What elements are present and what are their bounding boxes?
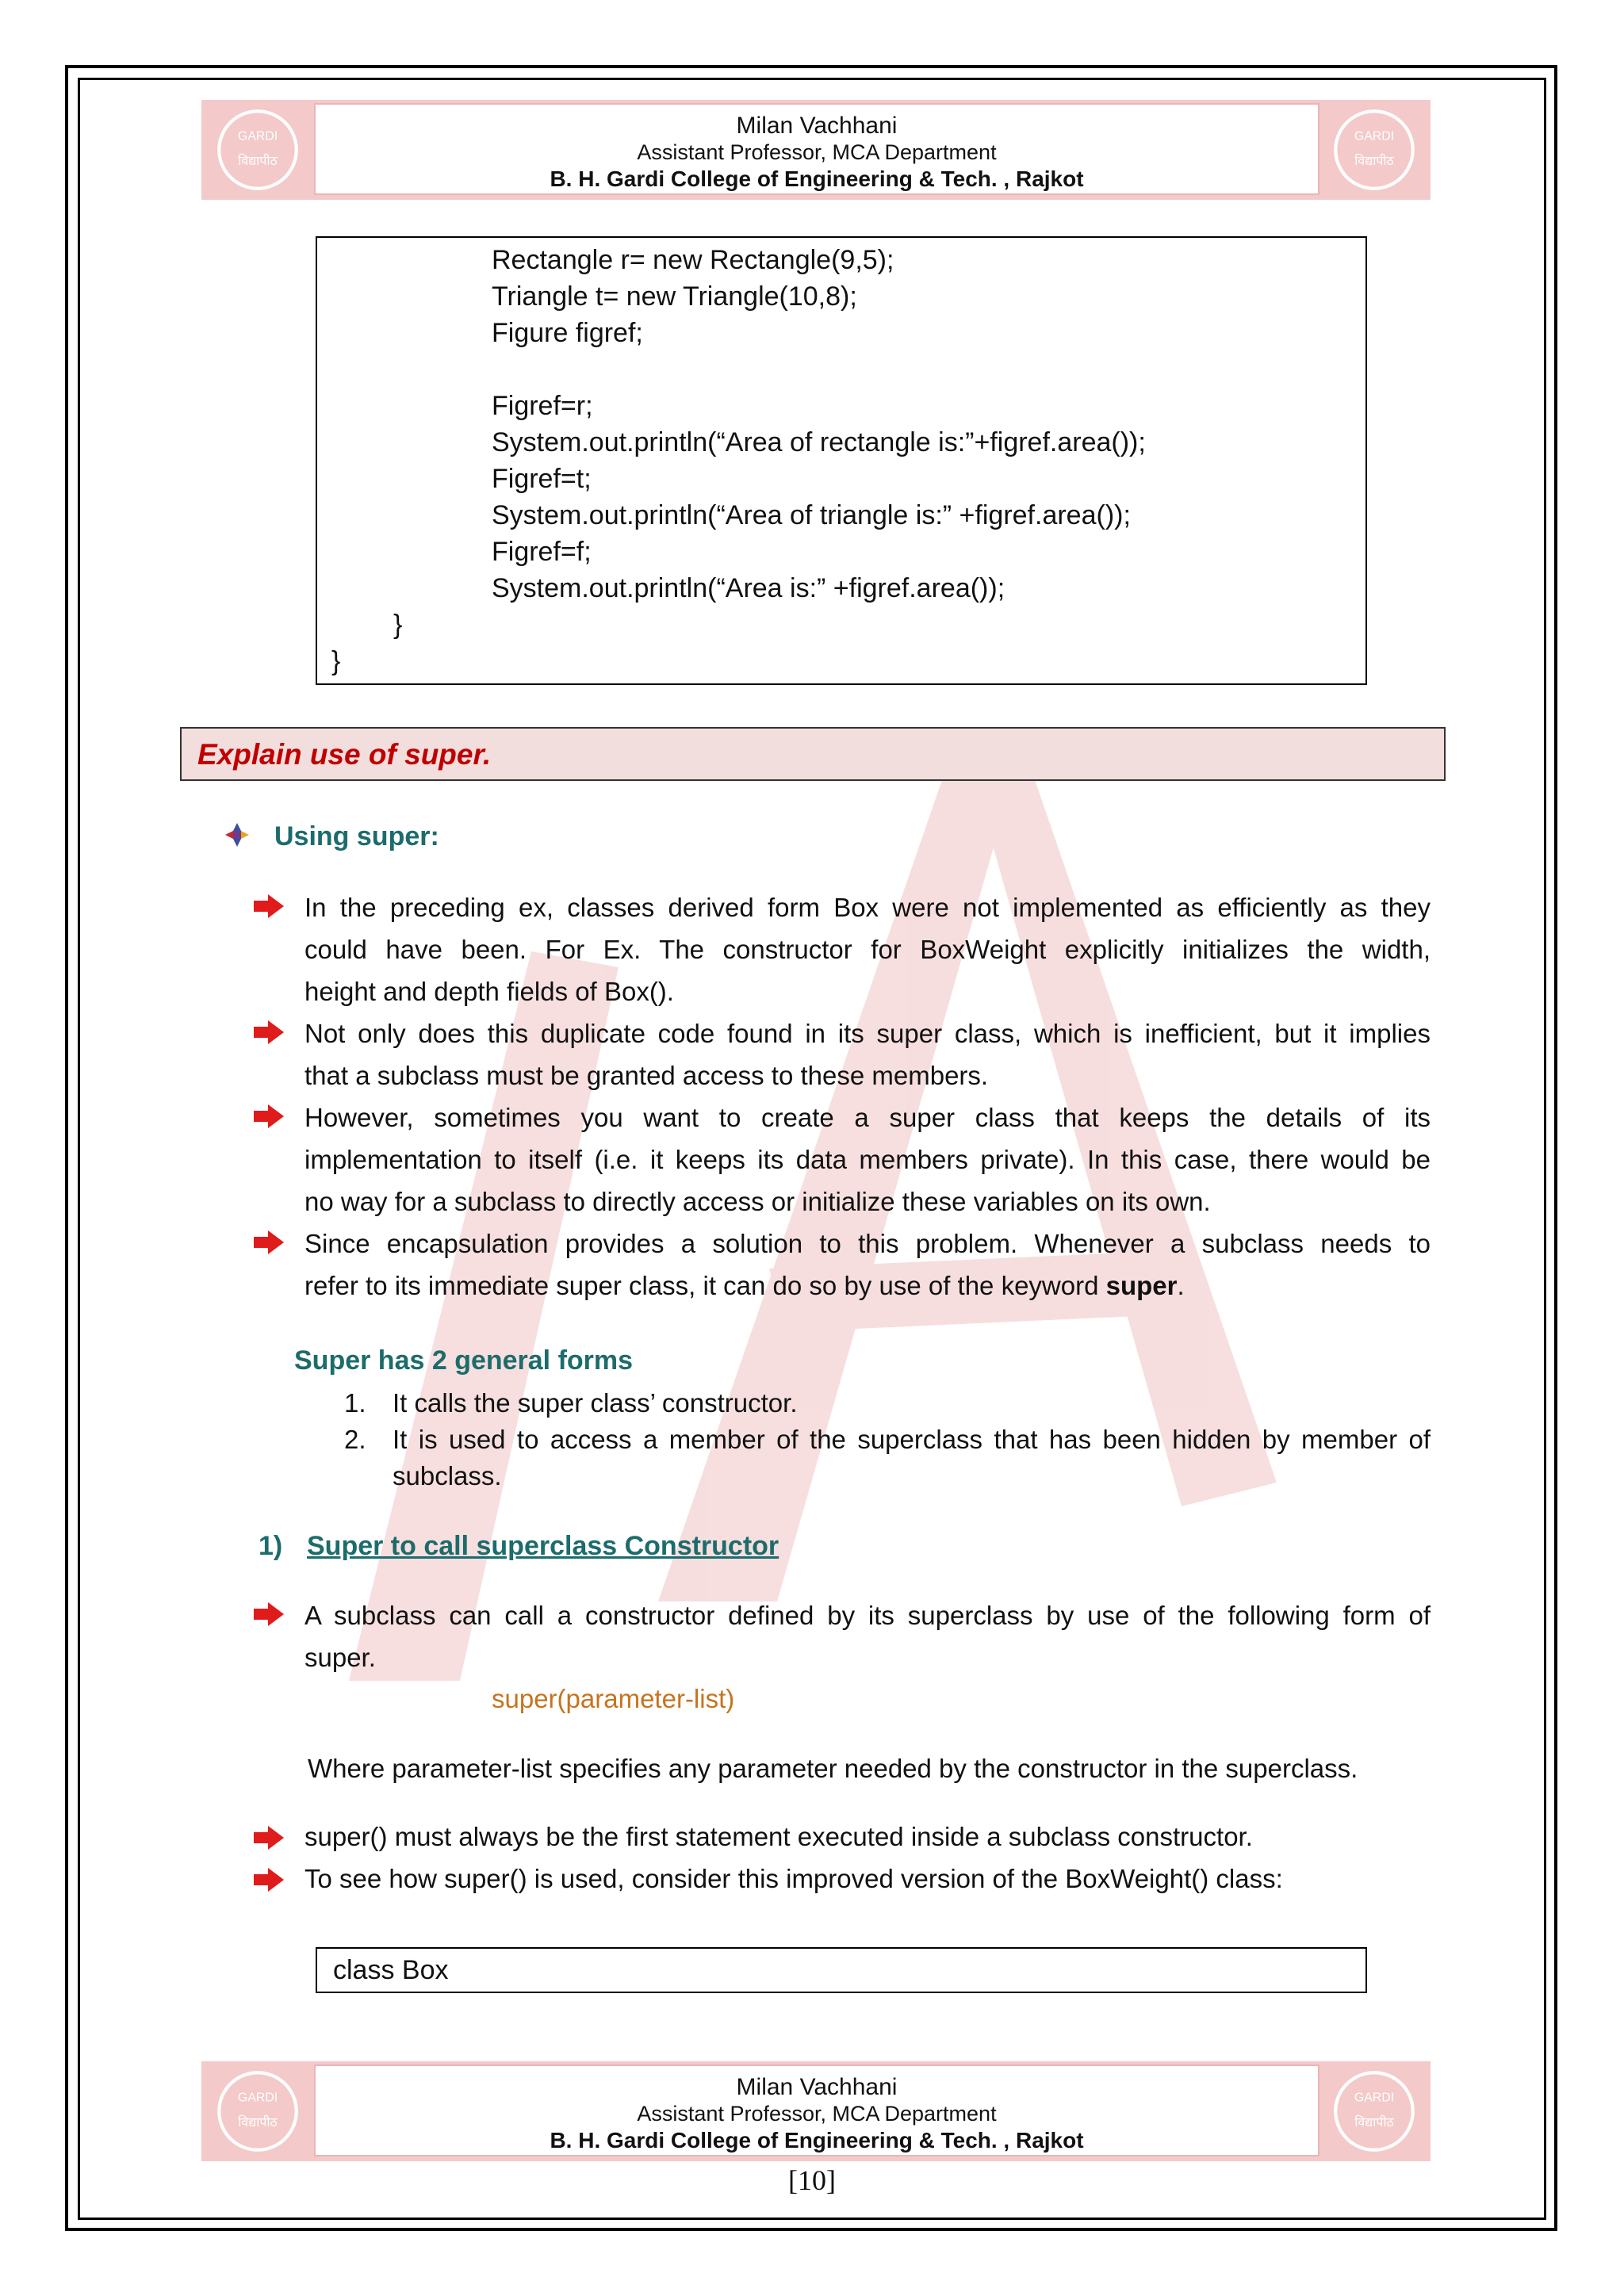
red-arrow-bullet-icon xyxy=(254,1868,284,1892)
code-line: } xyxy=(393,610,403,640)
question-title: Explain use of super. xyxy=(197,738,492,771)
author-name: Milan Vachhani xyxy=(736,2074,898,2100)
page-number: [10] xyxy=(788,2164,836,2196)
page-header xyxy=(201,100,1431,200)
red-arrow-bullet-icon xyxy=(254,1020,284,1044)
svg-text:GARDI: GARDI xyxy=(237,129,278,144)
college-logo-icon xyxy=(1332,108,1416,192)
svg-text:GARDI: GARDI xyxy=(1354,2091,1395,2105)
code-line: } xyxy=(331,646,341,676)
keyword-super: super xyxy=(1105,1271,1178,1300)
bullet-paragraph: A subclass can call a constructor defined by its superclass by use of the following form of super. xyxy=(304,1601,1431,1672)
code-line: System.out.println(“Area of rectangle is:”+figref.area()); xyxy=(492,427,1146,457)
code-line: Figref=f; xyxy=(492,537,592,567)
code-line: System.out.println(“Area is:” +figref.area()); xyxy=(492,573,1005,603)
page-footer xyxy=(201,2061,1431,2161)
sub-heading-number: 1) xyxy=(259,1531,283,1561)
college-name: B. H. Gardi College of Engineering & Tech. , Rajkot xyxy=(550,2128,1084,2152)
code-line: Triangle t= new Triangle(10,8); xyxy=(492,281,857,312)
code-line: class Box xyxy=(333,1955,449,1985)
code-line: Rectangle r= new Rectangle(9,5); xyxy=(492,245,894,275)
author-role: Assistant Professor, MCA Department xyxy=(637,140,997,164)
svg-text:GARDI: GARDI xyxy=(237,2091,278,2105)
header-text-box xyxy=(314,103,1320,195)
form-item: It is used to access a member of the superclass that has been hidden by member of xyxy=(393,1425,1431,1454)
forms-heading: Super has 2 general forms xyxy=(294,1345,634,1376)
where-text: Where parameter-list specifies any parameter needed by the constructor in the superclass. xyxy=(308,1754,1358,1783)
author-role: Assistant Professor, MCA Department xyxy=(637,2102,997,2126)
code-line: Figref=t; xyxy=(492,464,592,494)
red-arrow-bullet-icon xyxy=(254,1826,284,1850)
svg-text:विद्यापीठ: विद्यापीठ xyxy=(238,2114,278,2130)
red-arrow-bullet-icon xyxy=(254,1230,284,1254)
form-item-continued: subclass. xyxy=(393,1461,502,1490)
red-arrow-bullet-icon xyxy=(254,1104,284,1128)
form-number: 2. xyxy=(344,1425,366,1454)
bullet-paragraph: Not only does this duplicate code found in its super class, which is inefficient, but it implies that a subclass must be granted access to these members. xyxy=(304,1019,1431,1090)
svg-text:विद्यापीठ: विद्यापीठ xyxy=(1354,2114,1394,2130)
svg-text:विद्यापीठ: विद्यापीठ xyxy=(1354,153,1394,169)
author-name: Milan Vachhani xyxy=(736,113,898,139)
code-block-class-box xyxy=(316,1947,1367,1993)
sub-heading: Super to call superclass Constructor xyxy=(307,1531,779,1561)
bullet-paragraph: In the preceding ex, classes derived form Box were not implemented as efficiently as they could have been. For Ex. The constructor for BoxWeight explicitly initializes the width, height and depth fields of Box(). xyxy=(304,893,1431,1006)
bullet-text: To see how super() is used, consider this improved version of the BoxWeight() class: xyxy=(304,1864,1283,1893)
svg-text:विद्यापीठ: विद्यापीठ xyxy=(238,153,278,169)
code-line: Figure figref; xyxy=(492,318,643,348)
syntax-example: super(parameter-list) xyxy=(492,1684,735,1713)
bullet-paragraph: Since encapsulation provides a solution to this problem. Whenever a subclass needs to refer to its immediate super class, it can do so by use of the keyword super. xyxy=(304,1229,1431,1300)
college-logo-icon xyxy=(216,2069,300,2153)
section-heading: Using super: xyxy=(274,821,439,851)
red-arrow-bullet-icon xyxy=(254,1602,284,1626)
code-line: System.out.println(“Area of triangle is:” +figref.area()); xyxy=(492,500,1131,530)
college-name: B. H. Gardi College of Engineering & Tech. , Rajkot xyxy=(550,166,1084,191)
college-logo-icon xyxy=(1332,2069,1416,2153)
question-box xyxy=(180,727,1446,781)
form-number: 1. xyxy=(344,1388,366,1418)
svg-text:GARDI: GARDI xyxy=(1354,129,1395,144)
form-item: It calls the super class’ constructor. xyxy=(393,1388,798,1418)
bullet-text: super() must always be the first statement executed inside a subclass constructor. xyxy=(304,1822,1253,1851)
college-logo-icon xyxy=(216,108,300,192)
code-line: Figref=r; xyxy=(492,391,593,421)
footer-text-box xyxy=(314,2064,1320,2156)
four-arrows-icon xyxy=(224,821,251,848)
bullet-paragraph: However, sometimes you want to create a super class that keeps the details of its implementation to itself (i.e. it keeps its data members private). In this case, there would be no way for a subclass to directly access or initialize these variables on its own. xyxy=(304,1103,1431,1216)
red-arrow-bullet-icon xyxy=(254,894,284,918)
